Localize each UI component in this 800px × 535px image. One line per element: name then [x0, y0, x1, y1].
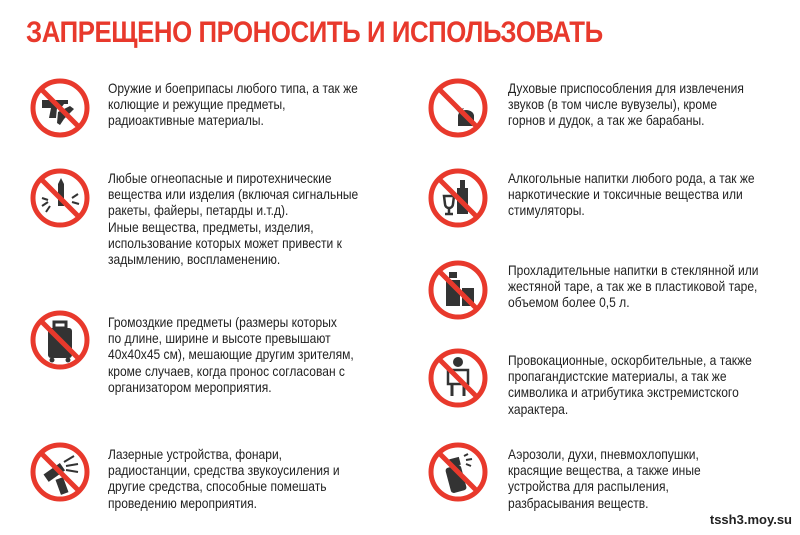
item-text: Лазерные устройства, фонари, радиостанции, средства звукоусиления и другие средства, способные помешать проведению мероприятия. — [108, 446, 340, 511]
item-text: Алкогольные напитки любого рода, а так же наркотические и токсичные вещества или стимуляторы. — [508, 170, 755, 219]
item-text: Провокационные, оскорбительные, а также пропагандистские материалы, а так же символика и атрибутика экстремистского характера. — [508, 352, 752, 417]
wind-instruments-icon — [426, 76, 490, 140]
item-text: Аэрозоли, духи, пневмохлопушки, красящие вещества, а также иные устройства для распыления, разбрасывания веществ. — [508, 446, 701, 511]
spray-icon — [426, 440, 490, 504]
watermark: tssh3.moy.su — [709, 512, 792, 527]
luggage-icon — [28, 308, 92, 372]
bottles-icon — [426, 258, 490, 322]
banner-icon — [426, 346, 490, 410]
laser-icon — [28, 440, 92, 504]
item-text: Духовые приспособления для извлечения звуков (в том числе вувузелы), кроме горнов и дудок, а так же барабаны. — [508, 80, 744, 129]
item-text: Прохладительные напитки в стеклянной или жестяной таре, а так же в пластиковой таре, объемом более 0,5 л. — [508, 262, 759, 311]
weapon-icon — [28, 76, 92, 140]
item-text: Громоздкие предметы (размеры которых по длине, ширине и высоте превышают 40х40х45 см), мешающие другим зрителям, кроме случаев, когда пронос согласован с организатором мероприятия. — [108, 314, 354, 395]
fireworks-icon — [28, 166, 92, 230]
item-text: Любые огнеопасные и пиротехнические вещества или изделия (включая сигнальные ракеты, файеры, петарды и.т.д). Иные вещества, предметы, изделия, использование которых может привести к задымлению, воспламенению. — [108, 170, 359, 268]
item-text: Оружие и боеприпасы любого типа, а так же колющие и режущие предметы, радиоактивные материалы. — [108, 80, 358, 129]
alcohol-icon — [426, 166, 490, 230]
page-title: ЗАПРЕЩЕНО ПРОНОСИТЬ И ИСПОЛЬЗОВАТЬ — [26, 16, 603, 49]
